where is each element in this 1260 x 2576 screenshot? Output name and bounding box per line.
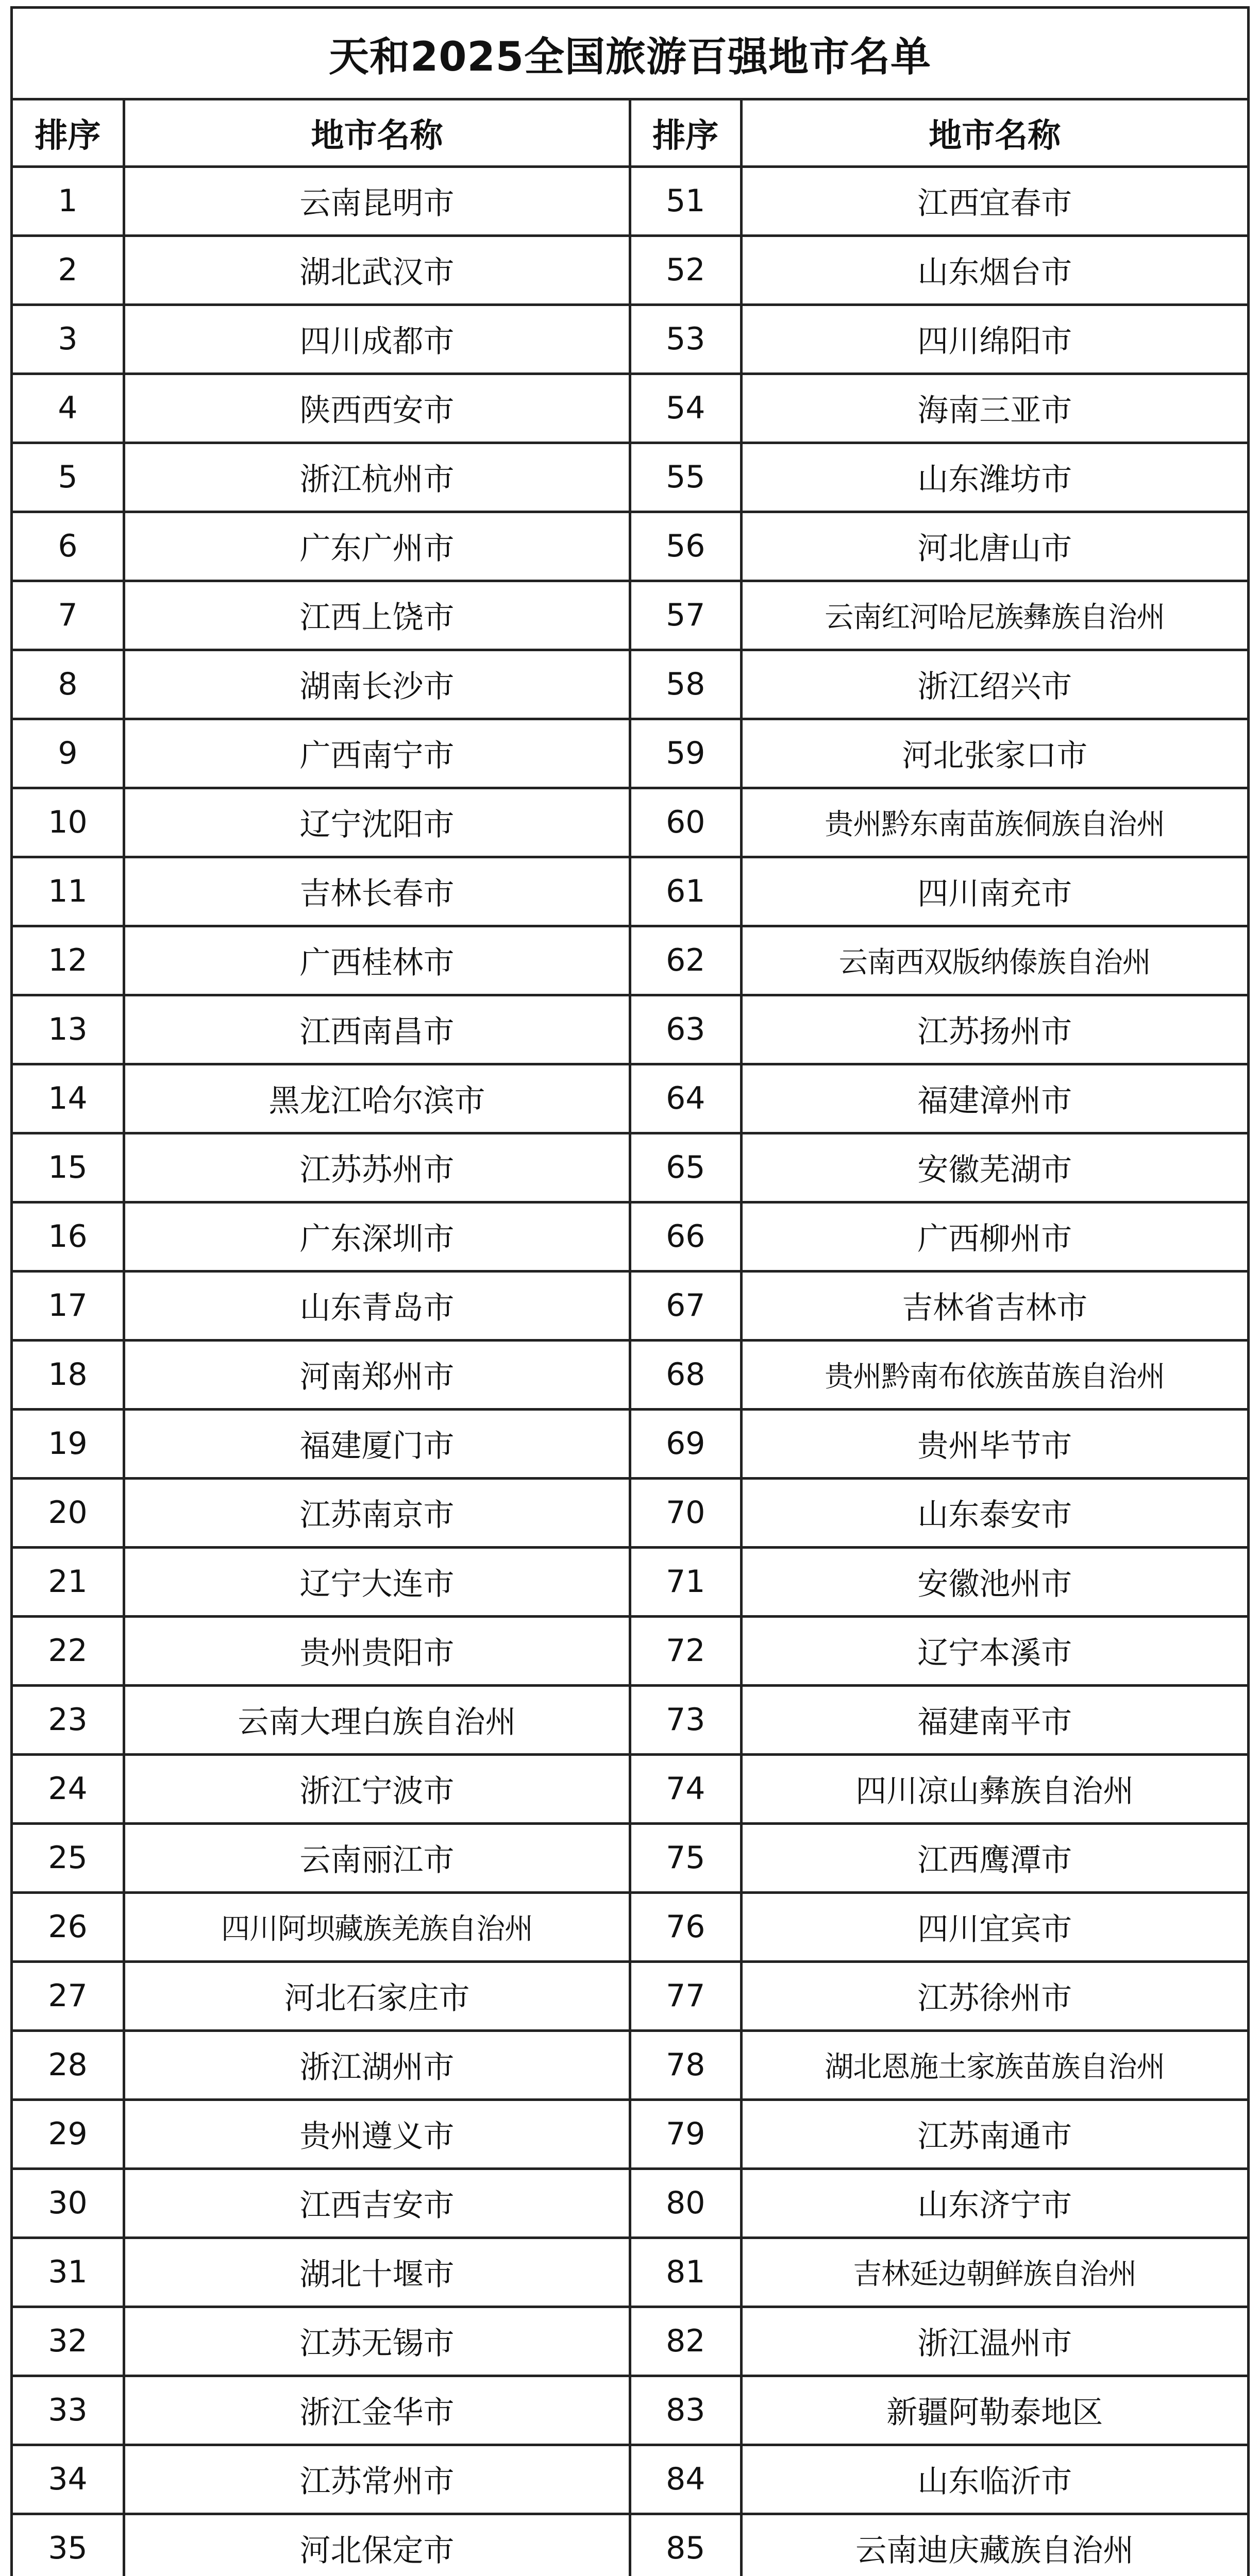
rank-cell-right: 66 xyxy=(630,1202,741,1271)
rank-cell-right: 75 xyxy=(630,1823,741,1892)
city-name-cell-left: 江西上饶市 xyxy=(124,581,630,650)
city-name-cell-right: 山东泰安市 xyxy=(741,1478,1247,1547)
rank-cell-left: 29 xyxy=(13,2099,124,2168)
rank-cell-left: 30 xyxy=(13,2168,124,2238)
rank-cell-right: 61 xyxy=(630,857,741,926)
rank-cell-left: 6 xyxy=(13,512,124,581)
city-name-cell-right: 山东临沂市 xyxy=(741,2445,1247,2514)
city-name-cell-right: 四川南充市 xyxy=(741,857,1247,926)
rank-cell-left: 16 xyxy=(13,1202,124,1271)
rank-cell-left: 8 xyxy=(13,650,124,719)
city-name-cell-left: 山东青岛市 xyxy=(124,1271,630,1340)
rank-cell-left: 10 xyxy=(13,788,124,857)
city-name-cell-left: 四川阿坝藏族羌族自治州 xyxy=(124,1892,630,1961)
table-row xyxy=(13,650,1247,719)
column-header-name-right: 地市名称 xyxy=(741,100,1247,166)
column-header-rank-right: 排序 xyxy=(630,100,741,166)
table-row xyxy=(13,374,1247,443)
city-name-cell-right: 福建漳州市 xyxy=(741,1064,1247,1133)
table-row xyxy=(13,1202,1247,1271)
city-name-cell-right: 浙江绍兴市 xyxy=(741,650,1247,719)
city-name-cell-left: 贵州遵义市 xyxy=(124,2099,630,2168)
rank-cell-right: 79 xyxy=(630,2099,741,2168)
rank-cell-right: 56 xyxy=(630,512,741,581)
rank-cell-left: 7 xyxy=(13,581,124,650)
city-name-cell-left: 河北石家庄市 xyxy=(124,1961,630,2030)
rank-cell-left: 12 xyxy=(13,926,124,995)
table-row xyxy=(13,1409,1247,1478)
ranking-table xyxy=(13,100,1247,2576)
table-row xyxy=(13,1271,1247,1340)
city-name-cell-right: 吉林延边朝鲜族自治州 xyxy=(741,2238,1247,2307)
page-title: 天和2025全国旅游百强地市名单 xyxy=(13,9,1247,100)
table-row xyxy=(13,1754,1247,1823)
column-header-rank-left: 排序 xyxy=(13,100,124,166)
city-name-cell-right: 河北唐山市 xyxy=(741,512,1247,581)
city-name-cell-left: 湖南长沙市 xyxy=(124,650,630,719)
city-name-cell-right: 江西宜春市 xyxy=(741,166,1247,235)
rank-cell-left: 4 xyxy=(13,374,124,443)
rank-cell-right: 63 xyxy=(630,995,741,1064)
table-row xyxy=(13,235,1247,304)
city-name-cell-right: 贵州黔东南苗族侗族自治州 xyxy=(741,788,1247,857)
city-name-cell-left: 浙江宁波市 xyxy=(124,1754,630,1823)
table-row xyxy=(13,2099,1247,2168)
city-name-cell-right: 海南三亚市 xyxy=(741,374,1247,443)
rank-cell-left: 32 xyxy=(13,2307,124,2376)
table-row xyxy=(13,1892,1247,1961)
table-row xyxy=(13,1064,1247,1133)
city-name-cell-right: 江苏扬州市 xyxy=(741,995,1247,1064)
city-name-cell-right: 云南红河哈尼族彝族自治州 xyxy=(741,581,1247,650)
rank-cell-right: 64 xyxy=(630,1064,741,1133)
rank-cell-right: 74 xyxy=(630,1754,741,1823)
rank-cell-right: 53 xyxy=(630,304,741,374)
city-name-cell-right: 四川宜宾市 xyxy=(741,1892,1247,1961)
rank-cell-right: 73 xyxy=(630,1685,741,1754)
rank-cell-right: 60 xyxy=(630,788,741,857)
table-row xyxy=(13,304,1247,374)
rank-cell-right: 80 xyxy=(630,2168,741,2238)
rank-cell-left: 3 xyxy=(13,304,124,374)
rank-cell-left: 23 xyxy=(13,1685,124,1754)
rank-cell-right: 58 xyxy=(630,650,741,719)
city-name-cell-right: 江苏南通市 xyxy=(741,2099,1247,2168)
rank-cell-left: 17 xyxy=(13,1271,124,1340)
ranking-sheet xyxy=(10,6,1250,2576)
city-name-cell-left: 四川成都市 xyxy=(124,304,630,374)
city-name-cell-right: 安徽芜湖市 xyxy=(741,1133,1247,1202)
table-row xyxy=(13,2307,1247,2376)
header-row xyxy=(13,100,1247,166)
table-row xyxy=(13,1823,1247,1892)
rank-cell-right: 55 xyxy=(630,443,741,512)
rank-cell-right: 57 xyxy=(630,581,741,650)
rank-cell-left: 34 xyxy=(13,2445,124,2514)
rank-cell-left: 22 xyxy=(13,1616,124,1685)
rank-cell-left: 35 xyxy=(13,2514,124,2576)
city-name-cell-left: 江西南昌市 xyxy=(124,995,630,1064)
rank-cell-left: 2 xyxy=(13,235,124,304)
city-name-cell-left: 贵州贵阳市 xyxy=(124,1616,630,1685)
rank-cell-right: 51 xyxy=(630,166,741,235)
city-name-cell-left: 江苏无锡市 xyxy=(124,2307,630,2376)
city-name-cell-right: 四川凉山彝族自治州 xyxy=(741,1754,1247,1823)
table-row xyxy=(13,995,1247,1064)
city-name-cell-left: 广东广州市 xyxy=(124,512,630,581)
rank-cell-left: 33 xyxy=(13,2376,124,2445)
city-name-cell-left: 福建厦门市 xyxy=(124,1409,630,1478)
city-name-cell-left: 吉林长春市 xyxy=(124,857,630,926)
rank-cell-left: 20 xyxy=(13,1478,124,1547)
table-row xyxy=(13,1133,1247,1202)
city-name-cell-right: 安徽池州市 xyxy=(741,1547,1247,1616)
table-row xyxy=(13,443,1247,512)
city-name-cell-right: 新疆阿勒泰地区 xyxy=(741,2376,1247,2445)
city-name-cell-right: 广西柳州市 xyxy=(741,1202,1247,1271)
rank-cell-right: 70 xyxy=(630,1478,741,1547)
rank-cell-right: 85 xyxy=(630,2514,741,2576)
city-name-cell-left: 江西吉安市 xyxy=(124,2168,630,2238)
city-name-cell-left: 云南大理白族自治州 xyxy=(124,1685,630,1754)
rank-cell-left: 11 xyxy=(13,857,124,926)
city-name-cell-right: 山东潍坊市 xyxy=(741,443,1247,512)
rank-cell-left: 15 xyxy=(13,1133,124,1202)
city-name-cell-left: 浙江杭州市 xyxy=(124,443,630,512)
rank-cell-right: 71 xyxy=(630,1547,741,1616)
city-name-cell-right: 湖北恩施土家族苗族自治州 xyxy=(741,2030,1247,2099)
city-name-cell-right: 山东烟台市 xyxy=(741,235,1247,304)
rank-cell-right: 76 xyxy=(630,1892,741,1961)
table-row xyxy=(13,2445,1247,2514)
city-name-cell-right: 江西鹰潭市 xyxy=(741,1823,1247,1892)
table-row xyxy=(13,857,1247,926)
rank-cell-right: 84 xyxy=(630,2445,741,2514)
rank-cell-left: 28 xyxy=(13,2030,124,2099)
city-name-cell-right: 辽宁本溪市 xyxy=(741,1616,1247,1685)
table-row xyxy=(13,581,1247,650)
rank-cell-right: 65 xyxy=(630,1133,741,1202)
city-name-cell-right: 江苏徐州市 xyxy=(741,1961,1247,2030)
city-name-cell-left: 黑龙江哈尔滨市 xyxy=(124,1064,630,1133)
city-name-cell-left: 河南郑州市 xyxy=(124,1340,630,1409)
city-name-cell-left: 广西南宁市 xyxy=(124,719,630,788)
rank-cell-right: 83 xyxy=(630,2376,741,2445)
table-row xyxy=(13,1616,1247,1685)
rank-cell-right: 67 xyxy=(630,1271,741,1340)
city-name-cell-right: 河北张家口市 xyxy=(741,719,1247,788)
table-row xyxy=(13,926,1247,995)
city-name-cell-left: 云南丽江市 xyxy=(124,1823,630,1892)
city-name-cell-right: 四川绵阳市 xyxy=(741,304,1247,374)
table-row xyxy=(13,1547,1247,1616)
rank-cell-left: 5 xyxy=(13,443,124,512)
rank-cell-right: 59 xyxy=(630,719,741,788)
city-name-cell-left: 湖北十堰市 xyxy=(124,2238,630,2307)
rank-cell-left: 21 xyxy=(13,1547,124,1616)
city-name-cell-left: 浙江湖州市 xyxy=(124,2030,630,2099)
city-name-cell-right: 吉林省吉林市 xyxy=(741,1271,1247,1340)
rank-cell-left: 26 xyxy=(13,1892,124,1961)
city-name-cell-left: 广西桂林市 xyxy=(124,926,630,995)
rank-cell-right: 78 xyxy=(630,2030,741,2099)
city-name-cell-right: 山东济宁市 xyxy=(741,2168,1247,2238)
rank-cell-right: 77 xyxy=(630,1961,741,2030)
table-row xyxy=(13,166,1247,235)
table-row xyxy=(13,2514,1247,2576)
table-row xyxy=(13,1340,1247,1409)
rank-cell-left: 25 xyxy=(13,1823,124,1892)
rank-cell-right: 68 xyxy=(630,1340,741,1409)
column-header-name-left: 地市名称 xyxy=(124,100,630,166)
rank-cell-left: 1 xyxy=(13,166,124,235)
rank-cell-right: 62 xyxy=(630,926,741,995)
city-name-cell-right: 贵州毕节市 xyxy=(741,1409,1247,1478)
table-row xyxy=(13,719,1247,788)
rank-cell-right: 52 xyxy=(630,235,741,304)
table-row xyxy=(13,2168,1247,2238)
table-row xyxy=(13,1685,1247,1754)
city-name-cell-right: 云南西双版纳傣族自治州 xyxy=(741,926,1247,995)
city-name-cell-left: 江苏常州市 xyxy=(124,2445,630,2514)
rank-cell-left: 31 xyxy=(13,2238,124,2307)
city-name-cell-left: 浙江金华市 xyxy=(124,2376,630,2445)
rank-cell-right: 81 xyxy=(630,2238,741,2307)
city-name-cell-right: 福建南平市 xyxy=(741,1685,1247,1754)
city-name-cell-left: 陕西西安市 xyxy=(124,374,630,443)
city-name-cell-left: 江苏苏州市 xyxy=(124,1133,630,1202)
rank-cell-left: 9 xyxy=(13,719,124,788)
rank-cell-right: 72 xyxy=(630,1616,741,1685)
rank-cell-right: 69 xyxy=(630,1409,741,1478)
city-name-cell-left: 湖北武汉市 xyxy=(124,235,630,304)
table-row xyxy=(13,1478,1247,1547)
rank-cell-left: 18 xyxy=(13,1340,124,1409)
table-row xyxy=(13,512,1247,581)
city-name-cell-left: 辽宁沈阳市 xyxy=(124,788,630,857)
table-row xyxy=(13,788,1247,857)
table-row xyxy=(13,2376,1247,2445)
city-name-cell-left: 云南昆明市 xyxy=(124,166,630,235)
city-name-cell-left: 广东深圳市 xyxy=(124,1202,630,1271)
table-row xyxy=(13,2238,1247,2307)
rank-cell-left: 13 xyxy=(13,995,124,1064)
city-name-cell-left: 河北保定市 xyxy=(124,2514,630,2576)
rank-cell-left: 14 xyxy=(13,1064,124,1133)
city-name-cell-left: 江苏南京市 xyxy=(124,1478,630,1547)
city-name-cell-left: 辽宁大连市 xyxy=(124,1547,630,1616)
city-name-cell-right: 云南迪庆藏族自治州 xyxy=(741,2514,1247,2576)
table-row xyxy=(13,1961,1247,2030)
rank-cell-right: 82 xyxy=(630,2307,741,2376)
city-name-cell-right: 浙江温州市 xyxy=(741,2307,1247,2376)
rank-cell-left: 27 xyxy=(13,1961,124,2030)
rank-cell-left: 24 xyxy=(13,1754,124,1823)
rank-cell-left: 19 xyxy=(13,1409,124,1478)
table-row xyxy=(13,2030,1247,2099)
rank-cell-right: 54 xyxy=(630,374,741,443)
city-name-cell-right: 贵州黔南布依族苗族自治州 xyxy=(741,1340,1247,1409)
